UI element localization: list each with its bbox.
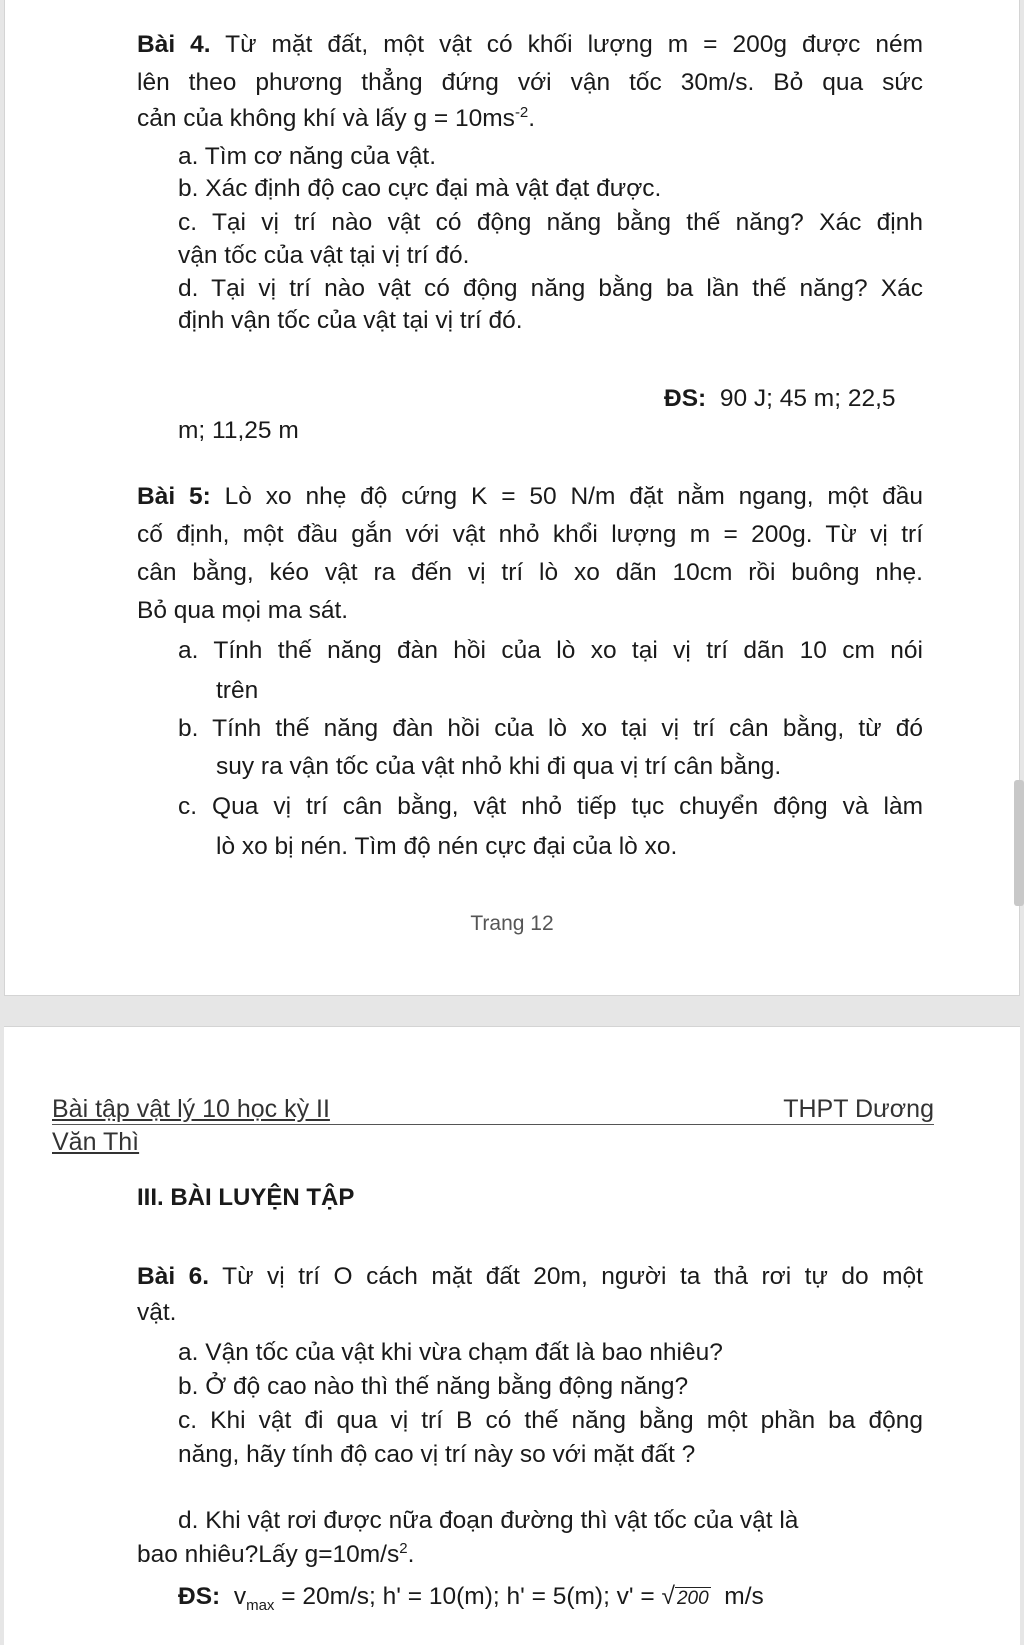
bai6-d2-text: bao nhiêu?Lấy g=10m/s xyxy=(137,1541,400,1568)
bai4-line3 xyxy=(137,102,535,136)
bai5-line3: cân bằng, kéo vật ra đến vị trí lò xo dãn 10cm rồi buông nhẹ. xyxy=(137,559,923,586)
bai4-label: Bài 4. xyxy=(137,31,211,58)
sqrt-radicand: 200 xyxy=(676,1588,709,1609)
bai5-question-b-line1: b. Tính thế năng đàn hồi của lò xo tại vị trí cân bằng, từ đó xyxy=(178,715,923,742)
bai4-answer-text: 90 J; 45 m; 22,5 xyxy=(706,385,896,412)
bai6-answer-text: = 20m/s; h' = 10(m); h' = 5(m); v' = xyxy=(274,1583,662,1610)
bai6-exponent: 2 xyxy=(399,1539,408,1557)
bai5-label: Bài 5: xyxy=(137,483,211,510)
bai6-answer-v: v xyxy=(220,1583,247,1610)
bai5-line2: cố định, một đầu gắn với vật nhỏ khổi lượng m = 200g. Từ vị trí xyxy=(137,521,923,548)
bai5-question-a-line2: trên xyxy=(216,677,259,704)
bai4-line3-end: . xyxy=(528,105,536,132)
bai4-question-b: b. Xác định độ cao cực đại mà vật đạt được. xyxy=(178,175,662,202)
sqrt-symbol: √ xyxy=(661,1583,675,1610)
bai5-question-c-line1: c. Qua vị trí cân bằng, vật nhỏ tiếp tục chuyển động và làm xyxy=(178,793,923,820)
bai6-line2: vật. xyxy=(137,1299,177,1326)
page-footer: Trang 12 xyxy=(470,912,554,935)
bai6-question-c-line2: năng, hãy tính độ cao vị trí này so với mặt đất ? xyxy=(178,1441,696,1468)
bai4-question-c-line1: c. Tại vị trí nào vật có động năng bằng thế năng? Xác định xyxy=(178,209,923,236)
bai6-question-b: b. Ở độ cao nào thì thế năng bằng động năng? xyxy=(178,1373,689,1400)
bai5-question-c-line2: lò xo bị nén. Tìm độ nén cực đại của lò xo. xyxy=(216,833,678,860)
bai6-line1-text: Từ vị trí O cách mặt đất 20m, người ta thả rơi tự do một xyxy=(209,1263,923,1290)
header-school-name: THPT Dương xyxy=(783,1095,934,1123)
header-divider xyxy=(52,1124,934,1125)
bai6-answer-sub: max xyxy=(246,1596,275,1614)
bai4-question-a: a. Tìm cơ năng của vật. xyxy=(178,143,437,170)
bai6-answer-label: ĐS: xyxy=(178,1583,221,1610)
bai5-question-a-line1: a. Tính thế năng đàn hồi của lò xo tại vị trí dãn 10 cm nói xyxy=(178,637,923,664)
scrollbar-thumb[interactable] xyxy=(1014,780,1024,906)
bai4-answer-line1 xyxy=(664,382,896,416)
bai5-line1 xyxy=(137,480,923,514)
bai5-line1-text: Lò xo nhẹ độ cứng K = 50 N/m đặt nằm ngang, một đầu xyxy=(210,483,923,510)
bai6-question-d-line1: d. Khi vật rơi được nữa đoạn đường thì vật tốc của vật là xyxy=(178,1507,799,1534)
bai4-question-d-line2: định vận tốc của vật tại vị trí đó. xyxy=(178,307,523,334)
bai4-question-d-line1: d. Tại vị trí nào vật có động năng bằng ba lần thế năng? Xác xyxy=(178,275,923,302)
bai6-answer-unit: m/s xyxy=(710,1583,764,1610)
bai4-answer-line2: m; 11,25 m xyxy=(178,417,299,444)
bai4-line2: lên theo phương thẳng đứng với vận tốc 30m/s. Bỏ qua sức xyxy=(137,69,923,96)
bai4-line1 xyxy=(137,28,923,62)
bai4-line1-text: Từ mặt đất, một vật có khối lượng m = 200g được ném xyxy=(210,31,923,58)
bai4-exponent: -2 xyxy=(514,103,529,121)
bai6-question-a: a. Vận tốc của vật khi vừa chạm đất là bao nhiêu? xyxy=(178,1339,723,1366)
bai4-question-c-line2: vận tốc của vật tại vị trí đó. xyxy=(178,242,470,269)
bai5-question-b-line2: suy ra vận tốc của vật nhỏ khi đi qua vị trí cân bằng. xyxy=(216,753,782,780)
header-school-name-cont: Văn Thì xyxy=(52,1128,140,1156)
square-root-icon xyxy=(662,1580,711,1616)
bai4-line3-text: cản của không khí và lấy g = 10ms xyxy=(137,105,515,132)
section-title: III. BÀI LUYỆN TẬP xyxy=(137,1184,355,1211)
bai5-line4: Bỏ qua mọi ma sát. xyxy=(137,597,349,624)
bai6-question-c-line1: c. Khi vật đi qua vị trí B có thế năng bằng một phần ba động xyxy=(178,1407,923,1434)
bai6-d2-end: . xyxy=(407,1541,415,1568)
header-course-title: Bài tập vật lý 10 học kỳ II xyxy=(52,1095,330,1123)
bai6-line1 xyxy=(137,1260,923,1294)
bai6-question-d-line2 xyxy=(137,1538,414,1572)
bai4-answer-label: ĐS: xyxy=(664,385,707,412)
bai6-label: Bài 6. xyxy=(137,1263,210,1290)
bai6-answer xyxy=(178,1580,764,1616)
